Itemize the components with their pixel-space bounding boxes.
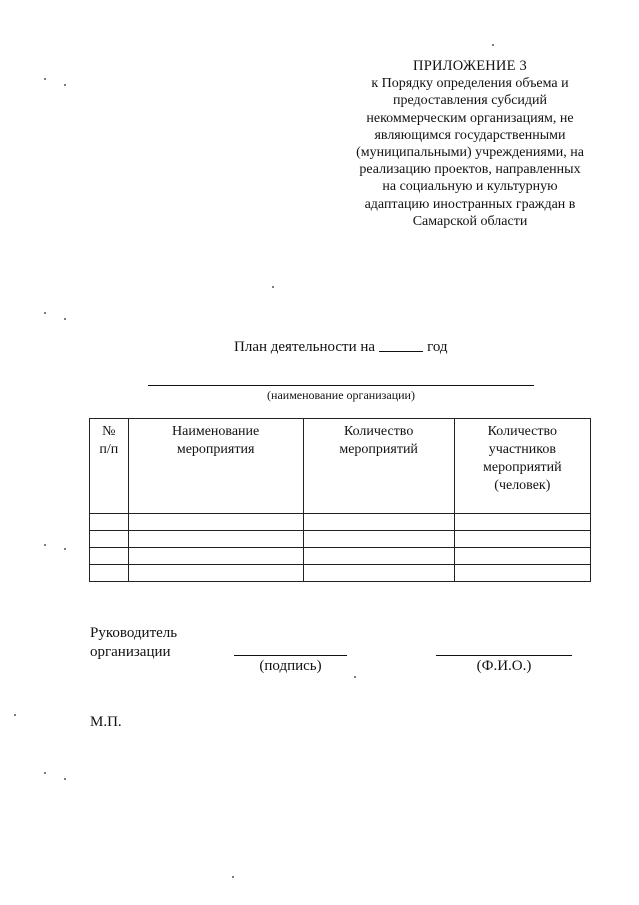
organization-name-field[interactable] [148, 385, 534, 386]
fio-caption: (Ф.И.О.) [476, 658, 532, 674]
signature-field[interactable] [234, 655, 347, 656]
table-cell[interactable] [128, 565, 303, 582]
table-cell[interactable] [303, 531, 454, 548]
table-cell[interactable] [90, 565, 129, 582]
signer-line: организации [90, 644, 171, 660]
appendix-line: (муниципальными) учреждениями, на [356, 145, 584, 161]
signer-label [90, 624, 177, 662]
appendix-line: Самарской области [412, 213, 528, 229]
stamp-place-label: М.П. [90, 714, 122, 730]
table-cell[interactable] [303, 565, 454, 582]
appendix-line: на социальную и культурную [382, 179, 558, 195]
scan-speck [44, 772, 46, 774]
header-number-line: № [102, 424, 116, 439]
signature-caption: (подпись) [259, 658, 322, 674]
table-row [90, 565, 591, 582]
header-participants-line: (человек) [494, 478, 551, 493]
table-cell[interactable] [303, 514, 454, 531]
header-number-line: п/п [99, 442, 119, 457]
scan-speck [354, 676, 356, 678]
table-cell[interactable] [90, 514, 129, 531]
scan-speck [232, 876, 234, 878]
organization-name-caption: (наименование организации) [267, 388, 415, 402]
activity-plan-table [89, 418, 591, 582]
header-number [90, 419, 129, 514]
scan-speck [64, 548, 66, 550]
table-header-row [90, 419, 591, 514]
header-event-name-line: Наименование [172, 424, 260, 439]
year-blank-field[interactable] [379, 339, 423, 352]
signer-line: Руководитель [90, 625, 178, 641]
header-participants-line: мероприятий [483, 460, 562, 475]
appendix-line: реализацию проектов, направленных [359, 162, 581, 178]
header-event-count [303, 419, 454, 514]
scan-speck [44, 312, 46, 314]
scan-speck [64, 778, 66, 780]
scan-speck [492, 44, 494, 46]
header-event-count-line: Количество [343, 424, 414, 439]
appendix-header [330, 58, 610, 230]
table-cell[interactable] [454, 531, 590, 548]
table-cell[interactable] [128, 531, 303, 548]
table-cell[interactable] [454, 565, 590, 582]
scan-speck [14, 714, 16, 716]
appendix-line: являющимся государственными [374, 127, 566, 143]
scan-speck [44, 544, 46, 546]
appendix-title: ПРИЛОЖЕНИЕ 3 [413, 58, 527, 74]
table-cell[interactable] [90, 548, 129, 565]
table-row [90, 514, 591, 531]
appendix-line: предоставления субсидий [392, 93, 548, 109]
header-event-name-line: мероприятия [176, 442, 255, 457]
appendix-line: адаптацию иностранных граждан в [364, 196, 576, 212]
fio-field[interactable] [436, 655, 572, 656]
header-participants-line: Количество [487, 424, 558, 439]
table-row [90, 531, 591, 548]
appendix-line: некоммерческим организациям, не [366, 110, 574, 126]
appendix-line: к Порядку определения объема и [371, 76, 569, 92]
header-participants [454, 419, 590, 514]
table-cell[interactable] [128, 548, 303, 565]
header-event-count-line: мероприятий [339, 442, 418, 457]
scan-speck [64, 84, 66, 86]
table-cell[interactable] [454, 548, 590, 565]
plan-title-prefix: План деятельности на [234, 339, 376, 355]
scan-speck [64, 318, 66, 320]
table-cell[interactable] [303, 548, 454, 565]
plan-title [234, 339, 448, 356]
scan-speck [44, 78, 46, 80]
header-participants-line: участников [488, 442, 556, 457]
table-cell[interactable] [454, 514, 590, 531]
table-cell[interactable] [90, 531, 129, 548]
plan-title-suffix: год [427, 339, 448, 355]
table-cell[interactable] [128, 514, 303, 531]
table-row [90, 548, 591, 565]
header-event-name [128, 419, 303, 514]
scan-speck [272, 286, 274, 288]
